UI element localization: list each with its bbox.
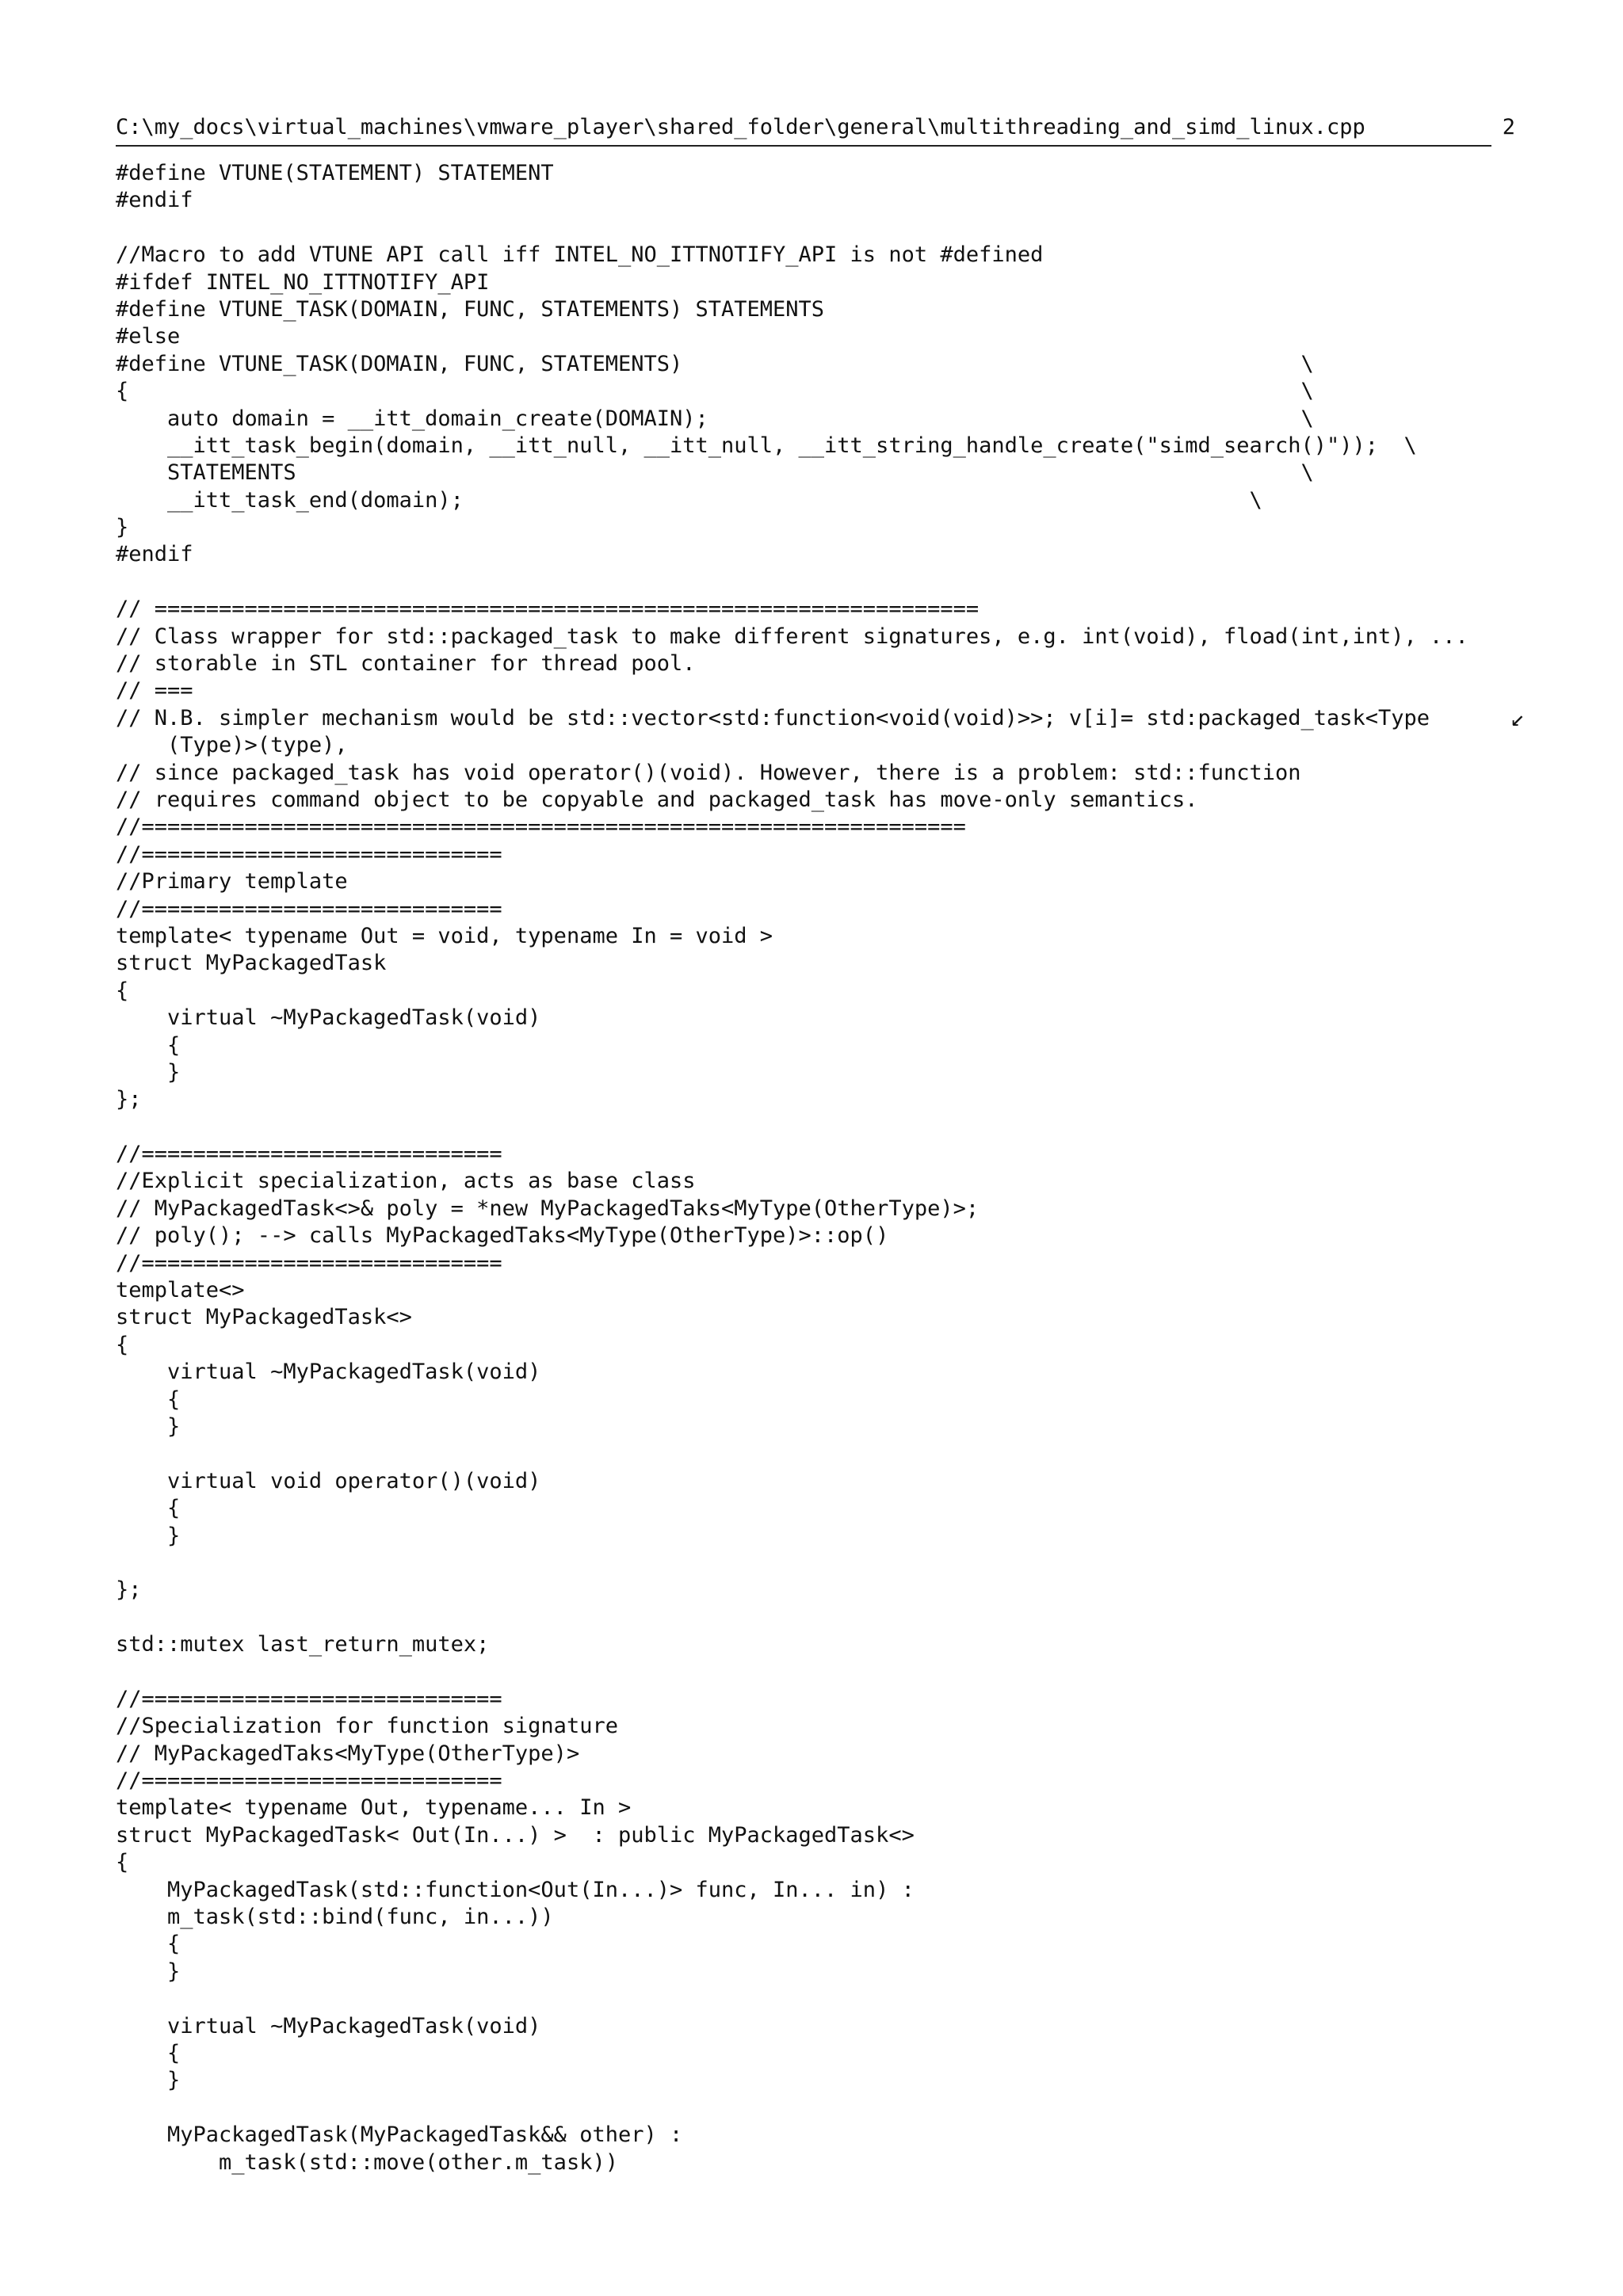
code-line: { (116, 1496, 181, 1521)
code-line: __itt_task_begin(domain, __itt_null, __itt_null, __itt_string_handle_create("simd_search()")); \ (116, 433, 1417, 458)
code-line: //Primary template (116, 869, 348, 894)
code-line: { \ (116, 379, 1314, 404)
code-line: struct MyPackagedTask<> (116, 1305, 412, 1330)
code-line: { (116, 1932, 181, 1957)
code-line: //============================ (116, 841, 502, 867)
code-line: template< typename Out, typename... In > (116, 1795, 632, 1821)
code-line: // === (116, 678, 193, 704)
code-line: m_task(std::move(other.m_task)) (116, 2149, 618, 2175)
code-line: std::mutex last_return_mutex; (116, 1632, 490, 1657)
code-line: } (116, 1523, 181, 1548)
code-line: //Macro to add VTUNE API call iff INTEL_NO_ITTNOTIFY_API is not #defined (116, 242, 1044, 268)
code-line: #define VTUNE_TASK(DOMAIN, FUNC, STATEMENTS) \ (116, 351, 1314, 376)
code-line: // MyPackagedTask<>& poly = *new MyPackagedTaks<MyType(OtherType)>; (116, 1196, 980, 1221)
code-line: //============================ (116, 896, 502, 921)
code-line: (Type)>(type), (116, 733, 348, 758)
code-line: #ifdef INTEL_NO_ITTNOTIFY_API (116, 269, 490, 295)
code-line: #endif (116, 188, 193, 213)
code-line: } (116, 2068, 181, 2093)
code-line: virtual ~MyPackagedTask(void) (116, 1005, 541, 1031)
code-line: __itt_task_end(domain); \ (116, 487, 1262, 513)
code-line: { (116, 1332, 129, 1357)
code-line: virtual void operator()(void) (116, 1468, 541, 1493)
code-line: //============================ (116, 1768, 502, 1794)
code-line (116, 1985, 1510, 2012)
code-line (116, 1604, 1510, 1631)
code-line: // since packaged_task has void operator()(void). However, there is a problem: std::function (116, 760, 1301, 785)
code-line (116, 1114, 1510, 1141)
code-line: //Specialization for function signature (116, 1714, 618, 1739)
code-line: #else (116, 324, 181, 349)
code-line: STATEMENTS \ (116, 460, 1314, 486)
code-line: } (116, 1958, 181, 1984)
code-line: //============================ (116, 1686, 502, 1711)
code-line: #define VTUNE_TASK(DOMAIN, FUNC, STATEMENTS) STATEMENTS (116, 296, 825, 322)
code-line: struct MyPackagedTask< Out(In...) > : public MyPackagedTask<> (116, 1822, 915, 1848)
file-path: C:\my_docs\virtual_machines\vmware_player\shared_folder\general\multithreading_and_simd_linux.cpp (116, 115, 1365, 139)
code-line: }; (116, 1577, 142, 1603)
code-line: struct MyPackagedTask (116, 951, 387, 976)
code-line: }; (116, 1087, 142, 1112)
code-line: // MyPackagedTaks<MyType(OtherType)> (116, 1741, 580, 1766)
code-line: template< typename Out = void, typename In = void > (116, 923, 773, 948)
code-line: } (116, 1413, 181, 1439)
code-line (116, 1658, 1510, 1685)
code-line: { (116, 1032, 181, 1058)
code-line: MyPackagedTask(MyPackagedTask&& other) : (116, 2122, 683, 2148)
code-line (116, 1440, 1510, 1467)
code-line (116, 569, 1510, 596)
code-line: //================================================================ (116, 814, 966, 840)
code-line: //============================ (116, 1250, 502, 1276)
code-line: } (116, 1059, 181, 1085)
code-line (116, 2095, 1510, 2122)
code-line: // storable in STL container for thread pool. (116, 651, 696, 677)
code-line: #endif (116, 542, 193, 567)
page-number: 2 (1502, 115, 1515, 139)
code-line: //============================ (116, 1142, 502, 1167)
code-line: { (116, 2040, 181, 2065)
code-line: auto domain = __itt_domain_create(DOMAIN); \ (116, 406, 1314, 431)
code-line: MyPackagedTask(std::function<Out(In...)> func, In... in) : (116, 1877, 915, 1902)
code-line: // N.B. simpler mechanism would be std::vector<std:function<void(void)>>; v[i]= std:packaged_task<Type ↙ (116, 704, 1526, 732)
code-line: //Explicit specialization, acts as base class (116, 1169, 696, 1194)
code-line: // Class wrapper for std::packaged_task to make different signatures, e.g. int(void), fload(int,int), ... (116, 624, 1468, 649)
code-line: #define VTUNE(STATEMENT) STATEMENT (116, 161, 554, 185)
code-listing (116, 160, 1526, 2176)
code-line: } (116, 515, 129, 540)
page-header (116, 113, 1515, 147)
code-line: { (116, 1386, 181, 1412)
code-line: { (116, 1850, 129, 1875)
code-line: // poly(); --> calls MyPackagedTaks<MyType(OtherType)>::op() (116, 1223, 889, 1249)
code-line: // ================================================================ (116, 597, 980, 622)
code-line: virtual ~MyPackagedTask(void) (116, 2013, 541, 2039)
code-line: { (116, 978, 129, 1003)
code-line: m_task(std::bind(func, in...)) (116, 1905, 554, 1929)
line-wrap-arrow-icon: ↙ (1510, 704, 1526, 732)
code-line: // requires command object to be copyable and packaged_task has move-only semantics. (116, 787, 1198, 812)
code-line: virtual ~MyPackagedTask(void) (116, 1360, 541, 1385)
code-line (116, 215, 1510, 242)
code-line (116, 1550, 1510, 1577)
code-line: template<> (116, 1278, 245, 1303)
